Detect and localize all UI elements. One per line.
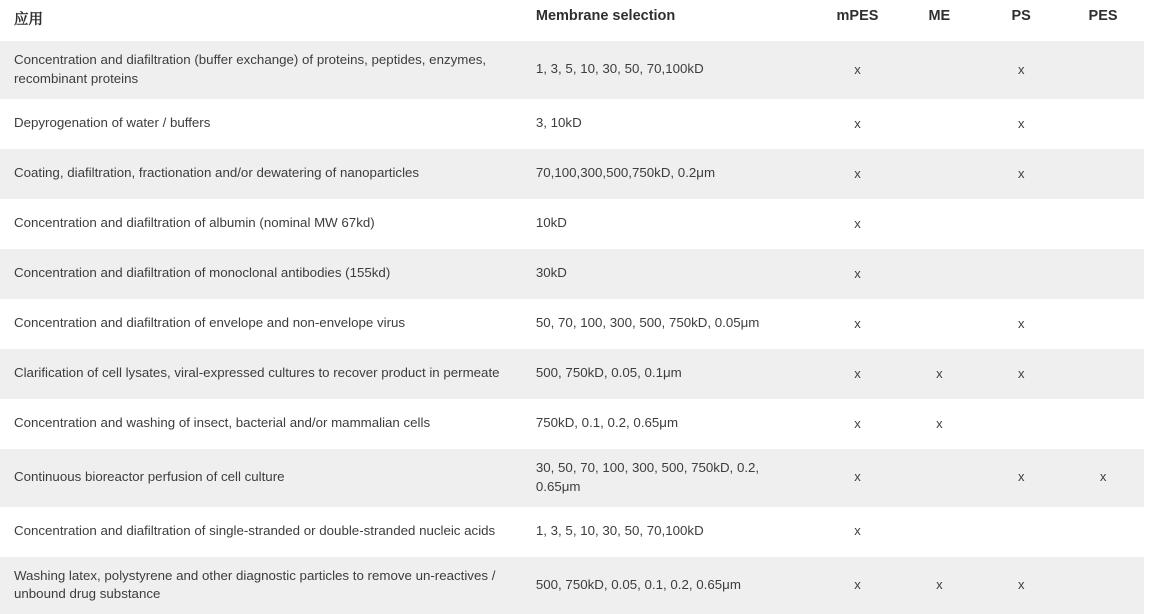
cell-me: x bbox=[898, 557, 980, 614]
cell-application: Concentration and diafiltration of albumin (nominal MW 67kd) bbox=[0, 199, 522, 249]
cell-mpes: x bbox=[817, 149, 899, 199]
cell-membrane: 1, 3, 5, 10, 30, 50, 70,100kD bbox=[522, 507, 817, 557]
cell-ps: x bbox=[980, 99, 1062, 149]
cell-me: x bbox=[898, 399, 980, 449]
table-row bbox=[0, 449, 1144, 507]
cell-membrane: 1, 3, 5, 10, 30, 50, 70,100kD bbox=[522, 41, 817, 99]
cell-mpes: x bbox=[817, 41, 899, 99]
table-body bbox=[0, 41, 1144, 614]
cell-mpes: x bbox=[817, 449, 899, 507]
table-row bbox=[0, 149, 1144, 199]
cell-pes bbox=[1062, 99, 1144, 149]
cell-pes: x bbox=[1062, 449, 1144, 507]
cell-mpes: x bbox=[817, 199, 899, 249]
cell-membrane: 30, 50, 70, 100, 300, 500, 750kD, 0.2, 0.65μm bbox=[522, 449, 817, 507]
cell-mpes: x bbox=[817, 399, 899, 449]
cell-me bbox=[898, 41, 980, 99]
cell-mpes: x bbox=[817, 249, 899, 299]
cell-application: Washing latex, polystyrene and other diagnostic particles to remove un-reactives / unbound drug substance bbox=[0, 557, 522, 614]
table-row bbox=[0, 349, 1144, 399]
cell-membrane: 500, 750kD, 0.05, 0.1, 0.2, 0.65μm bbox=[522, 557, 817, 614]
cell-membrane: 500, 750kD, 0.05, 0.1μm bbox=[522, 349, 817, 399]
cell-ps: x bbox=[980, 149, 1062, 199]
cell-ps: x bbox=[980, 449, 1062, 507]
column-header-ps: PS bbox=[980, 0, 1062, 41]
cell-mpes: x bbox=[817, 557, 899, 614]
cell-application: Concentration and diafiltration of monoclonal antibodies (155kd) bbox=[0, 249, 522, 299]
cell-application: Concentration and washing of insect, bacterial and/or mammalian cells bbox=[0, 399, 522, 449]
cell-membrane: 10kD bbox=[522, 199, 817, 249]
cell-pes bbox=[1062, 149, 1144, 199]
cell-mpes: x bbox=[817, 99, 899, 149]
cell-application: Depyrogenation of water / buffers bbox=[0, 99, 522, 149]
table-row bbox=[0, 249, 1144, 299]
cell-application: Coating, diafiltration, fractionation and/or dewatering of nanoparticles bbox=[0, 149, 522, 199]
cell-mpes: x bbox=[817, 299, 899, 349]
cell-mpes: x bbox=[817, 507, 899, 557]
cell-application: Concentration and diafiltration of envelope and non-envelope virus bbox=[0, 299, 522, 349]
cell-pes bbox=[1062, 557, 1144, 614]
cell-me bbox=[898, 449, 980, 507]
cell-application: Clarification of cell lysates, viral-expressed cultures to recover product in permeate bbox=[0, 349, 522, 399]
cell-membrane: 750kD, 0.1, 0.2, 0.65μm bbox=[522, 399, 817, 449]
column-header-pes: PES bbox=[1062, 0, 1144, 41]
table-row bbox=[0, 557, 1144, 614]
cell-membrane: 3, 10kD bbox=[522, 99, 817, 149]
cell-me bbox=[898, 149, 980, 199]
cell-pes bbox=[1062, 199, 1144, 249]
cell-membrane: 70,100,300,500,750kD, 0.2μm bbox=[522, 149, 817, 199]
cell-pes bbox=[1062, 299, 1144, 349]
cell-ps bbox=[980, 249, 1062, 299]
cell-me: x bbox=[898, 349, 980, 399]
cell-ps: x bbox=[980, 41, 1062, 99]
table-header-row bbox=[0, 0, 1144, 41]
table-row bbox=[0, 99, 1144, 149]
table-row bbox=[0, 41, 1144, 99]
table-header bbox=[0, 0, 1144, 41]
cell-ps: x bbox=[980, 557, 1062, 614]
cell-pes bbox=[1062, 349, 1144, 399]
table-row bbox=[0, 299, 1144, 349]
column-header-application: 应用 bbox=[0, 0, 522, 41]
cell-ps: x bbox=[980, 299, 1062, 349]
column-header-me: ME bbox=[898, 0, 980, 41]
cell-ps bbox=[980, 399, 1062, 449]
cell-mpes: x bbox=[817, 349, 899, 399]
cell-pes bbox=[1062, 41, 1144, 99]
cell-membrane: 30kD bbox=[522, 249, 817, 299]
cell-ps bbox=[980, 199, 1062, 249]
cell-application: Concentration and diafiltration of single-stranded or double-stranded nucleic acids bbox=[0, 507, 522, 557]
cell-me bbox=[898, 249, 980, 299]
cell-application: Continuous bioreactor perfusion of cell culture bbox=[0, 449, 522, 507]
cell-ps: x bbox=[980, 349, 1062, 399]
cell-application: Concentration and diafiltration (buffer exchange) of proteins, peptides, enzymes, recombinant proteins bbox=[0, 41, 522, 99]
table-row bbox=[0, 507, 1144, 557]
cell-pes bbox=[1062, 507, 1144, 557]
table-row bbox=[0, 199, 1144, 249]
cell-membrane: 50, 70, 100, 300, 500, 750kD, 0.05μm bbox=[522, 299, 817, 349]
table-row bbox=[0, 399, 1144, 449]
column-header-membrane-selection: Membrane selection bbox=[522, 0, 817, 41]
cell-me bbox=[898, 507, 980, 557]
cell-ps bbox=[980, 507, 1062, 557]
cell-pes bbox=[1062, 249, 1144, 299]
cell-pes bbox=[1062, 399, 1144, 449]
cell-me bbox=[898, 99, 980, 149]
cell-me bbox=[898, 199, 980, 249]
column-header-mpes: mPES bbox=[817, 0, 899, 41]
cell-me bbox=[898, 299, 980, 349]
